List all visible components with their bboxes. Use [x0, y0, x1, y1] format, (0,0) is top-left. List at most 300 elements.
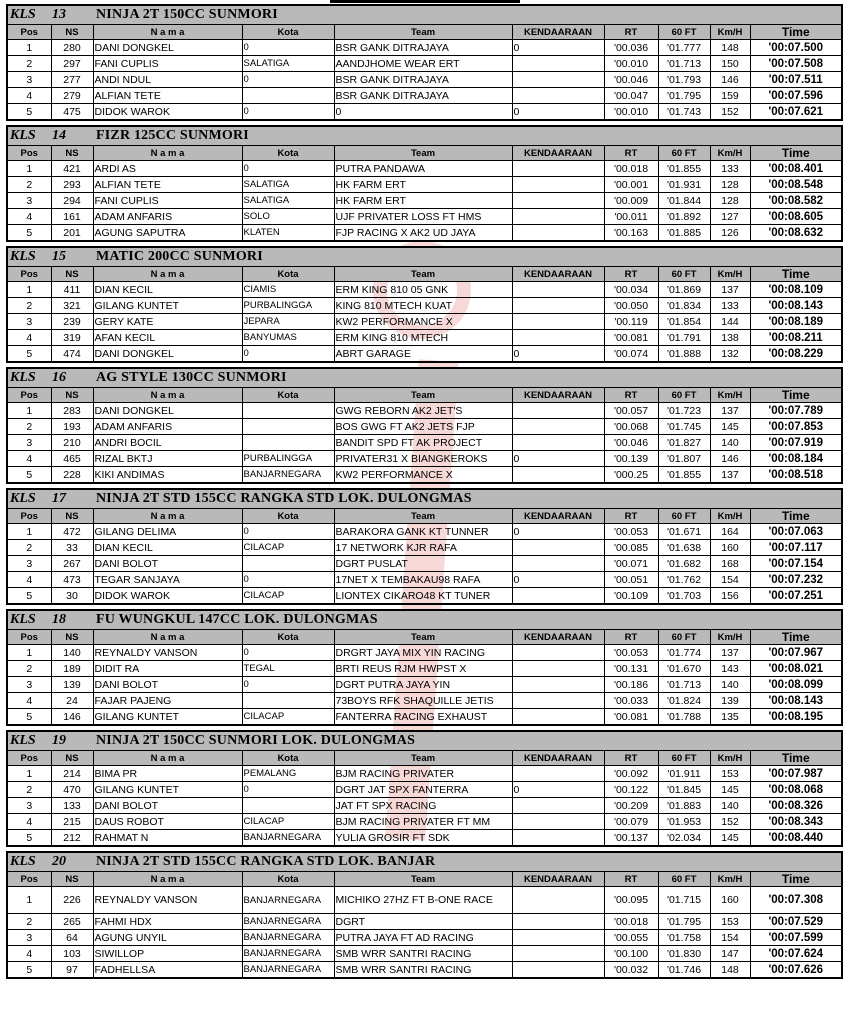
cell-time: '00:07.154: [750, 556, 841, 572]
cell-time: '00:07.308: [750, 887, 841, 914]
cell-60ft: '01.892: [658, 209, 710, 225]
cell-pos: 5: [8, 709, 51, 725]
table-row: [8, 661, 841, 677]
cell-rt: '00.186: [604, 677, 658, 693]
cell-rt: '00.095: [604, 887, 658, 914]
cell-pos: 3: [8, 435, 51, 451]
results-table: [8, 509, 841, 603]
table-row: [8, 782, 841, 798]
cell-pos: 3: [8, 798, 51, 814]
table-row: [8, 887, 841, 914]
cell-team: BRTI REUS RJM HWPST X: [334, 661, 512, 677]
kls-label: KLS: [10, 249, 36, 264]
cell-kmh: 144: [710, 314, 750, 330]
cell-kmh: 137: [710, 467, 750, 483]
cell-team: LIONTEX CIKARO48 KT TUNER: [334, 588, 512, 604]
cell-kendaraan: [512, 540, 604, 556]
col-nama-header: N a m a: [93, 751, 242, 766]
column-header-row: [8, 25, 841, 40]
cell-kmh: 128: [710, 177, 750, 193]
cell-nama: DANI BOLOT: [93, 798, 242, 814]
cell-60ft: '01.827: [658, 435, 710, 451]
cell-kendaraan: [512, 830, 604, 846]
cell-kota: [242, 435, 334, 451]
cell-kmh: 140: [710, 677, 750, 693]
cell-60ft: '02.034: [658, 830, 710, 846]
cell-ns: 321: [51, 298, 93, 314]
table-row: [8, 225, 841, 241]
col-nama-header: N a m a: [93, 267, 242, 282]
cell-pos: 4: [8, 814, 51, 830]
table-row: [8, 524, 841, 540]
cell-kendaraan: 0: [512, 40, 604, 56]
class-number: 19: [52, 733, 66, 748]
cell-team: ERM KING 810 MTECH: [334, 330, 512, 346]
cell-nama: REYNALDY VANSON: [93, 645, 242, 661]
cell-kendaraan: [512, 766, 604, 782]
cell-time: '00:08.211: [750, 330, 841, 346]
cell-nama: DIDOK WAROK: [93, 104, 242, 120]
cell-kendaraan: [512, 298, 604, 314]
kls-label: KLS: [10, 612, 36, 627]
table-row: [8, 193, 841, 209]
cell-kmh: 154: [710, 930, 750, 946]
cell-team: PUTRA PANDAWA: [334, 161, 512, 177]
cell-pos: 3: [8, 72, 51, 88]
cell-rt: '00.034: [604, 282, 658, 298]
cell-rt: '00.074: [604, 346, 658, 362]
class-title: FU WUNGKUL 147CC LOK. DULONGMAS: [96, 612, 378, 627]
cell-ns: 421: [51, 161, 93, 177]
col-team-header: Team: [334, 146, 512, 161]
cell-ns: 465: [51, 451, 93, 467]
cell-pos: 5: [8, 467, 51, 483]
col-kota-header: Kota: [242, 630, 334, 645]
cell-kota: BANJARNEGARA: [242, 467, 334, 483]
table-row: [8, 830, 841, 846]
cell-pos: 2: [8, 914, 51, 930]
cell-nama: FANI CUPLIS: [93, 193, 242, 209]
cell-ns: 279: [51, 88, 93, 104]
cell-ns: 280: [51, 40, 93, 56]
table-row: [8, 467, 841, 483]
col-kota-header: Kota: [242, 872, 334, 887]
cell-time: '00:08.401: [750, 161, 841, 177]
cell-kmh: 138: [710, 330, 750, 346]
cell-kota: 0: [242, 104, 334, 120]
cell-team: JAT FT SPX RACING: [334, 798, 512, 814]
table-row: [8, 645, 841, 661]
cell-kendaraan: [512, 225, 604, 241]
cell-ns: 97: [51, 962, 93, 978]
table-row: [8, 677, 841, 693]
cell-pos: 4: [8, 209, 51, 225]
cell-ns: 293: [51, 177, 93, 193]
class-header: [8, 611, 841, 630]
cell-time: '00:08.099: [750, 677, 841, 693]
cell-nama: FAJAR PAJENG: [93, 693, 242, 709]
cell-kota: BANJARNEGARA: [242, 946, 334, 962]
cell-pos: 1: [8, 766, 51, 782]
col-kendaraan-header: KENDAARAAN: [512, 267, 604, 282]
cell-60ft: '01.795: [658, 914, 710, 930]
col-60ft-header: 60 FT: [658, 388, 710, 403]
cell-kmh: 132: [710, 346, 750, 362]
cell-kendaraan: [512, 314, 604, 330]
cell-kota: 0: [242, 677, 334, 693]
cell-ns: 146: [51, 709, 93, 725]
col-kmh-header: Km/H: [710, 630, 750, 645]
cell-pos: 2: [8, 540, 51, 556]
cell-pos: 3: [8, 930, 51, 946]
cell-nama: ARDI AS: [93, 161, 242, 177]
cell-nama: KIKI ANDIMAS: [93, 467, 242, 483]
cell-nama: GILANG DELIMA: [93, 524, 242, 540]
cell-60ft: '01.746: [658, 962, 710, 978]
cell-nama: DANI DONGKEL: [93, 346, 242, 362]
cell-ns: 267: [51, 556, 93, 572]
cell-kendaraan: [512, 282, 604, 298]
cell-nama: ALFIAN TETE: [93, 177, 242, 193]
class-section: [6, 730, 843, 847]
cell-nama: DIDOK WAROK: [93, 588, 242, 604]
class-header: [8, 732, 841, 751]
cell-kendaraan: [512, 467, 604, 483]
cell-kmh: 168: [710, 556, 750, 572]
col-team-header: Team: [334, 267, 512, 282]
cell-pos: 1: [8, 887, 51, 914]
cell-kmh: 150: [710, 56, 750, 72]
cell-team: PUTRA JAYA FT AD RACING: [334, 930, 512, 946]
class-title: FIZR 125CC SUNMORI: [96, 128, 249, 143]
col-pos-header: Pos: [8, 751, 51, 766]
table-row: [8, 72, 841, 88]
cell-kota: 0: [242, 161, 334, 177]
cell-rt: '00.047: [604, 88, 658, 104]
cell-kmh: 140: [710, 798, 750, 814]
col-kendaraan-header: KENDAARAAN: [512, 509, 604, 524]
cell-time: '00:08.143: [750, 693, 841, 709]
col-kendaraan-header: KENDAARAAN: [512, 630, 604, 645]
kls-label: KLS: [10, 491, 36, 506]
cell-rt: '00.079: [604, 814, 658, 830]
top-rule: [330, 0, 520, 3]
col-nama-header: N a m a: [93, 509, 242, 524]
cell-ns: 474: [51, 346, 93, 362]
cell-team: HK FARM ERT: [334, 193, 512, 209]
cell-rt: '00.137: [604, 830, 658, 846]
cell-kota: BANJARNEGARA: [242, 830, 334, 846]
col-kota-header: Kota: [242, 388, 334, 403]
col-pos-header: Pos: [8, 388, 51, 403]
cell-60ft: '01.713: [658, 56, 710, 72]
cell-kota: [242, 88, 334, 104]
col-kota-header: Kota: [242, 146, 334, 161]
cell-ns: 33: [51, 540, 93, 556]
cell-time: '00:08.184: [750, 451, 841, 467]
cell-time: '00:07.511: [750, 72, 841, 88]
cell-team: DRGRT JAYA MIX YIN RACING: [334, 645, 512, 661]
col-pos-header: Pos: [8, 630, 51, 645]
cell-pos: 5: [8, 962, 51, 978]
col-kmh-header: Km/H: [710, 388, 750, 403]
results-table: [8, 630, 841, 724]
cell-nama: BIMA PR: [93, 766, 242, 782]
cell-rt: '00.100: [604, 946, 658, 962]
cell-rt: '00.010: [604, 104, 658, 120]
class-section: [6, 367, 843, 484]
cell-rt: '00.032: [604, 962, 658, 978]
cell-nama: DAUS ROBOT: [93, 814, 242, 830]
cell-team: UJF PRIVATER LOSS FT HMS: [334, 209, 512, 225]
cell-team: PRIVATER31 X BIANGKEROKS: [334, 451, 512, 467]
column-header-row: [8, 388, 841, 403]
cell-kendaraan: [512, 962, 604, 978]
cell-kota: BANJARNEGARA: [242, 930, 334, 946]
cell-rt: '00.139: [604, 451, 658, 467]
cell-60ft: '01.743: [658, 104, 710, 120]
results-sheet: [6, 4, 843, 983]
cell-team: KW2 PERFORMANCE X: [334, 467, 512, 483]
cell-ns: 24: [51, 693, 93, 709]
cell-60ft: '01.793: [658, 72, 710, 88]
cell-pos: 4: [8, 330, 51, 346]
cell-kmh: 128: [710, 193, 750, 209]
table-row: [8, 330, 841, 346]
cell-kendaraan: 0: [512, 451, 604, 467]
cell-pos: 3: [8, 677, 51, 693]
cell-kota: [242, 798, 334, 814]
table-row: [8, 403, 841, 419]
cell-time: '00:07.063: [750, 524, 841, 540]
cell-kota: [242, 556, 334, 572]
cell-60ft: '01.715: [658, 887, 710, 914]
cell-time: '00:08.605: [750, 209, 841, 225]
cell-nama: DANI BOLOT: [93, 677, 242, 693]
cell-team: BJM RACING PRIVATER FT MM: [334, 814, 512, 830]
cell-kota: CIAMIS: [242, 282, 334, 298]
cell-team: AANDJHOME WEAR ERT: [334, 56, 512, 72]
col-nama-header: N a m a: [93, 872, 242, 887]
cell-time: '00:08.229: [768, 347, 824, 360]
cell-kmh: 137: [710, 645, 750, 661]
cell-kendaraan: [512, 693, 604, 709]
cell-rt: '00.018: [604, 914, 658, 930]
cell-time: '00:07.789: [750, 403, 841, 419]
cell-kmh: 160: [710, 540, 750, 556]
table-row: [8, 693, 841, 709]
cell-rt: '000.25: [604, 467, 658, 483]
cell-nama: DIAN KECIL: [93, 540, 242, 556]
cell-nama: GERY KATE: [93, 314, 242, 330]
cell-nama: DIAN KECIL: [93, 282, 242, 298]
table-row: [8, 814, 841, 830]
cell-pos: 1: [8, 645, 51, 661]
cell-kota: BANYUMAS: [242, 330, 334, 346]
cell-kota: [242, 419, 334, 435]
cell-60ft: '01.723: [658, 403, 710, 419]
cell-team: DGRT PUTRA JAYA YIN: [334, 677, 512, 693]
table-row: [8, 914, 841, 930]
cell-time: '00:07.529: [750, 914, 841, 930]
col-team-header: Team: [334, 25, 512, 40]
cell-60ft: '01.777: [658, 40, 710, 56]
cell-rt: '00.053: [604, 645, 658, 661]
cell-ns: 64: [51, 930, 93, 946]
cell-time: '00:07.853: [750, 419, 841, 435]
cell-kendaraan: [512, 435, 604, 451]
cell-team: KING 810 MTECH KUAT: [334, 298, 512, 314]
cell-rt: '00.131: [604, 661, 658, 677]
col-kmh-header: Km/H: [710, 509, 750, 524]
col-kmh-header: Km/H: [710, 25, 750, 40]
col-60ft-header: 60 FT: [658, 751, 710, 766]
cell-nama: GILANG KUNTET: [93, 298, 242, 314]
cell-60ft: '01.824: [658, 693, 710, 709]
cell-kendaraan: 0: [512, 104, 604, 120]
col-kendaraan-header: KENDAARAAN: [512, 25, 604, 40]
cell-rt: '00.119: [604, 314, 658, 330]
cell-ns: 319: [51, 330, 93, 346]
col-pos-header: Pos: [8, 872, 51, 887]
col-team-header: Team: [334, 388, 512, 403]
column-header-row: [8, 146, 841, 161]
table-row: [8, 962, 841, 978]
cell-kota: 0: [242, 572, 334, 588]
cell-kmh: 126: [710, 225, 750, 241]
col-rt-header: RT: [604, 25, 658, 40]
cell-kendaraan: [512, 814, 604, 830]
cell-60ft: '01.844: [658, 193, 710, 209]
cell-pos: 1: [8, 282, 51, 298]
cell-pos: 4: [8, 572, 51, 588]
cell-rt: '00.053: [604, 524, 658, 540]
cell-kmh: 164: [710, 524, 750, 540]
table-row: [8, 946, 841, 962]
col-ns-header: NS: [51, 751, 93, 766]
cell-kendaraan: [512, 193, 604, 209]
cell-nama: RAHMAT N: [93, 830, 242, 846]
cell-kmh: 127: [710, 209, 750, 225]
cell-60ft: '01.762: [658, 572, 710, 588]
cell-kota: [242, 693, 334, 709]
cell-pos: 5: [8, 225, 51, 241]
cell-kendaraan: [512, 946, 604, 962]
cell-kmh: 152: [710, 104, 750, 120]
col-rt-header: RT: [604, 630, 658, 645]
table-row: [8, 435, 841, 451]
cell-ns: 277: [51, 72, 93, 88]
cell-kota: CILACAP: [242, 709, 334, 725]
cell-ns: 161: [51, 209, 93, 225]
class-number: 16: [52, 370, 66, 385]
class-section: [6, 125, 843, 242]
class-number: 15: [52, 249, 66, 264]
cell-kmh: 145: [710, 419, 750, 435]
cell-kendaraan: [512, 661, 604, 677]
cell-nama: RIZAL BKTJ: [93, 451, 242, 467]
cell-pos: 5: [8, 830, 51, 846]
cell-time: '00:07.500: [750, 40, 841, 56]
cell-time: '00:07.987: [750, 766, 841, 782]
cell-time: '00:08.021: [750, 661, 841, 677]
cell-60ft: '01.791: [658, 330, 710, 346]
col-rt-header: RT: [604, 509, 658, 524]
cell-nama: SIWILLOP: [93, 946, 242, 962]
cell-time: '00:08.068: [750, 782, 841, 798]
table-row: [8, 766, 841, 782]
cell-kmh: 147: [710, 946, 750, 962]
cell-kota: SALATIGA: [242, 56, 334, 72]
cell-rt: '00.122: [604, 782, 658, 798]
cell-team: BSR GANK DITRAJAYA: [334, 40, 512, 56]
table-row: [8, 930, 841, 946]
cell-time: '00:08.189: [750, 314, 841, 330]
cell-team: 73BOYS RFK SHAQUILLE JETIS: [334, 693, 512, 709]
cell-60ft: '01.638: [658, 540, 710, 556]
table-row: [8, 556, 841, 572]
cell-time: '00:08.582: [750, 193, 841, 209]
col-60ft-header: 60 FT: [658, 872, 710, 887]
cell-ns: 239: [51, 314, 93, 330]
cell-nama: TEGAR SANJAYA: [93, 572, 242, 588]
col-60ft-header: 60 FT: [658, 25, 710, 40]
col-ns-header: NS: [51, 146, 93, 161]
cell-rt: '00.010: [604, 56, 658, 72]
cell-ns: 201: [51, 225, 93, 241]
cell-kendaraan: [512, 403, 604, 419]
cell-pos: 3: [8, 193, 51, 209]
cell-kota: 0: [242, 346, 334, 362]
cell-time: '00:08.632: [768, 226, 824, 239]
class-title: MATIC 200CC SUNMORI: [96, 249, 263, 264]
cell-kota: KLATEN: [242, 225, 334, 241]
cell-60ft: '01.869: [658, 282, 710, 298]
class-header: [8, 127, 841, 146]
cell-team: SMB WRR SANTRI RACING: [334, 962, 512, 978]
cell-kendaraan: [512, 209, 604, 225]
table-row: [8, 161, 841, 177]
cell-nama: GILANG KUNTET: [93, 709, 242, 725]
cell-rt: '00.046: [604, 72, 658, 88]
cell-nama: DANI BOLOT: [93, 556, 242, 572]
cell-kota: BANJARNEGARA: [242, 914, 334, 930]
cell-kmh: 137: [710, 282, 750, 298]
col-team-header: Team: [334, 630, 512, 645]
cell-kendaraan: [512, 72, 604, 88]
table-row: [8, 540, 841, 556]
cell-kmh: 145: [710, 830, 750, 846]
cell-60ft: '01.671: [658, 524, 710, 540]
cell-team: BSR GANK DITRAJAYA: [334, 72, 512, 88]
cell-60ft: '01.682: [658, 556, 710, 572]
kls-label: KLS: [10, 128, 36, 143]
cell-team: MICHIKO 27HZ FT B-ONE RACE: [334, 887, 512, 914]
cell-60ft: '01.888: [658, 346, 710, 362]
cell-ns: 228: [51, 467, 93, 483]
col-kota-header: Kota: [242, 267, 334, 282]
cell-pos: 3: [8, 556, 51, 572]
cell-nama: GILANG KUNTET: [93, 782, 242, 798]
cell-60ft: '01.758: [658, 930, 710, 946]
cell-ns: 411: [51, 282, 93, 298]
col-rt-header: RT: [604, 751, 658, 766]
cell-team: KW2 PERFORMANCE X: [334, 314, 512, 330]
cell-kota: PURBALINGGA: [242, 451, 334, 467]
kls-label: KLS: [10, 733, 36, 748]
class-section: [6, 4, 843, 121]
class-header: [8, 248, 841, 267]
